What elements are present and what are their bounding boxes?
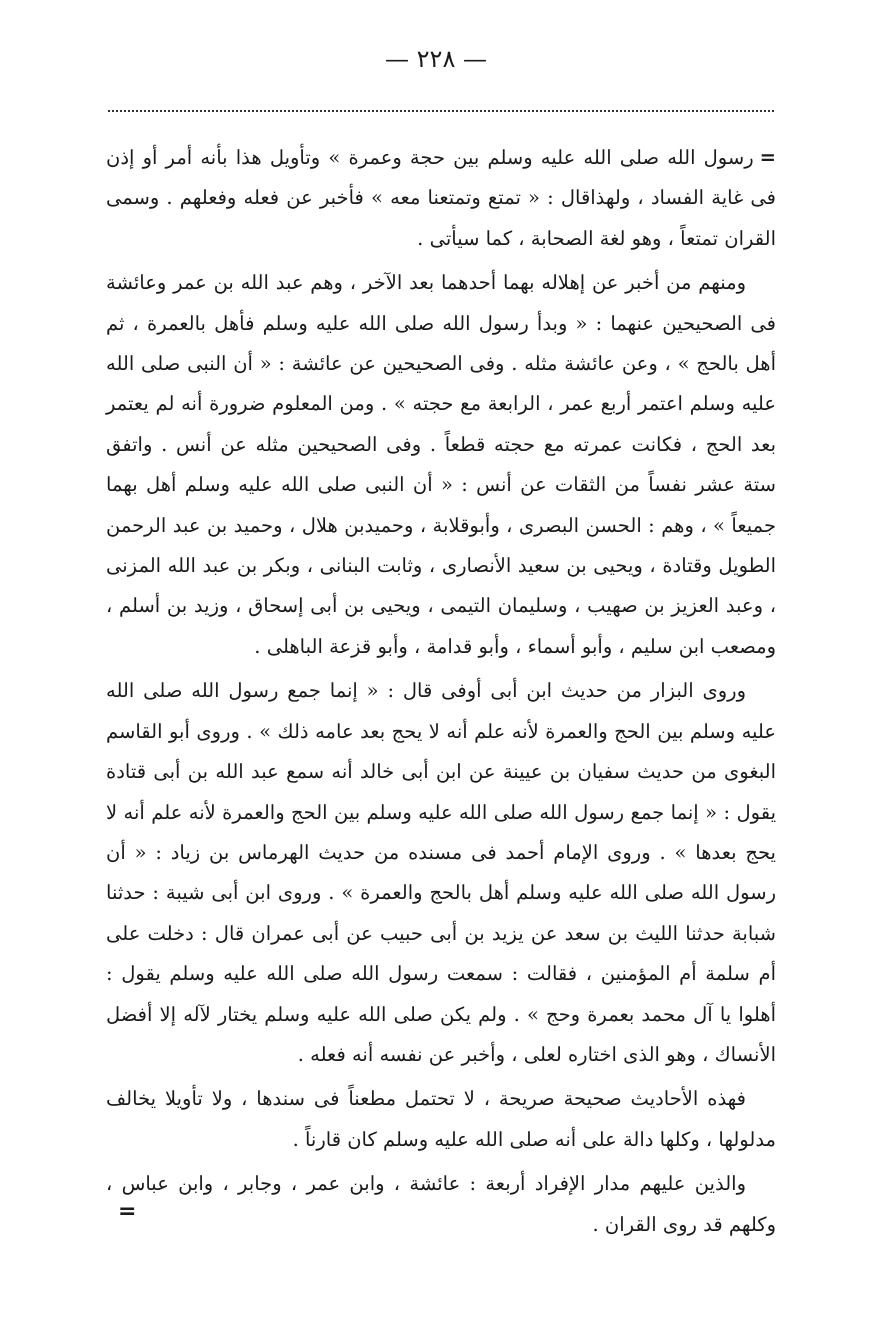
continuation-mark: =	[759, 146, 776, 169]
paragraph-4: فهذه الأحاديث صحيحة صريحة ، لا تحتمل مطعناً فى سندها ، ولا تأويلا يخالف مدلولها ، وكلها دالة على أنه صلى الله عليه وسلم كان قارناً .	[106, 1087, 776, 1151]
paragraph-1-text: رسول الله صلى الله عليه وسلم بين حجة وعمرة » وتأويل هذا بأنه أمر أو إذن فى غاية الفساد ، ولهذاقال : « تمتع وتمتعنا معه » فأخبر عن فعله وفعلهم . وسمى القران تمتعاً ، وهو لغة الصحابة ، كما سيأتى .	[106, 146, 776, 250]
footer-continuation-mark: =	[118, 1199, 137, 1224]
body-text	[106, 138, 776, 1249]
paragraph-3: وروى البزار من حديث ابن أبى أوفى قال : « إنما جمع رسول الله صلى الله عليه وسلم بين الحج والعمرة لأنه علم أنه لا يحج بعد عامه ذلك » . وروى أبو القاسم البغوى من حديث سفيان بن عيينة عن ابن أبى خالد أنه سمع عبد الله بن أبى قتادة يقول : « إنما جمع رسول الله صلى الله عليه وسلم بين الحج والعمرة لأنه علم أنه لا يحج بعدها » . وروى الإمام أحمد فى مسنده من حديث الهرماس بن زياد : « أن رسول الله صلى الله عليه وسلم أهل بالحج والعمرة » . وروى ابن أبى شيبة : حدثنا شبابة حدثنا الليث بن سعد عن يزيد بن أبى حبيب عن أبى عمران قال : دخلت على أم سلمة أم المؤمنين ، فقالت : سمعت رسول الله صلى الله عليه وسلم يقول : أهلوا يا آل محمد بعمرة وحج » . ولم يكن صلى الله عليه وسلم يختار لآله إلا أفضل الأنساك ، وهو الذى اختاره لعلى ، وأخبر عن نفسه أنه فعله .	[106, 679, 776, 1066]
header-divider	[108, 110, 774, 112]
paragraph-1	[106, 138, 776, 259]
paragraph-5: والذين عليهم مدار الإفراد أربعة : عائشة ، وابن عمر ، وجابر ، وابن عباس ، وكلهم قد روى القران .	[106, 1172, 776, 1236]
paragraph-2: ومنهم من أخبر عن إهلاله بهما أحدهما بعد الآخر ، وهم عبد الله بن عمر وعائشة فى الصحيحين عنهما : « وبدأ رسول الله صلى الله عليه وسلم فأهل بالعمرة ، ثم أهل بالحج » ، وعن عائشة مثله . وفى الصحيحين عن عائشة : « أن النبى صلى الله عليه وسلم اعتمر أربع عمر ، الرابعة مع حجته » . ومن المعلوم ضرورة أنه لم يعتمر بعد الحج ، فكانت عمرته مع حجته قطعاً . وفى الصحيحين مثله عن أنس . واتفق ستة عشر نفساً من الثقات عن أنس : « أن النبى صلى الله عليه وسلم أهل بهما جميعاً » ، وهم : الحسن البصرى ، وأبوقلابة ، وحميدبن هلال ، وحميد بن عبد الرحمن الطويل وقتادة ، ويحيى بن سعيد الأنصارى ، وثابت البنانى ، وبكر بن عبد الله المزنى ، وعبد العزيز بن صهيب ، وسليمان التيمى ، ويحيى بن أبى إسحاق ، وزيد بن أسلم ، ومصعب ابن سليم ، وأبو أسماء ، وأبو قدامة ، وأبو قزعة الباهلى .	[106, 271, 776, 658]
page-number: — ٢٢٨ —	[385, 45, 487, 73]
